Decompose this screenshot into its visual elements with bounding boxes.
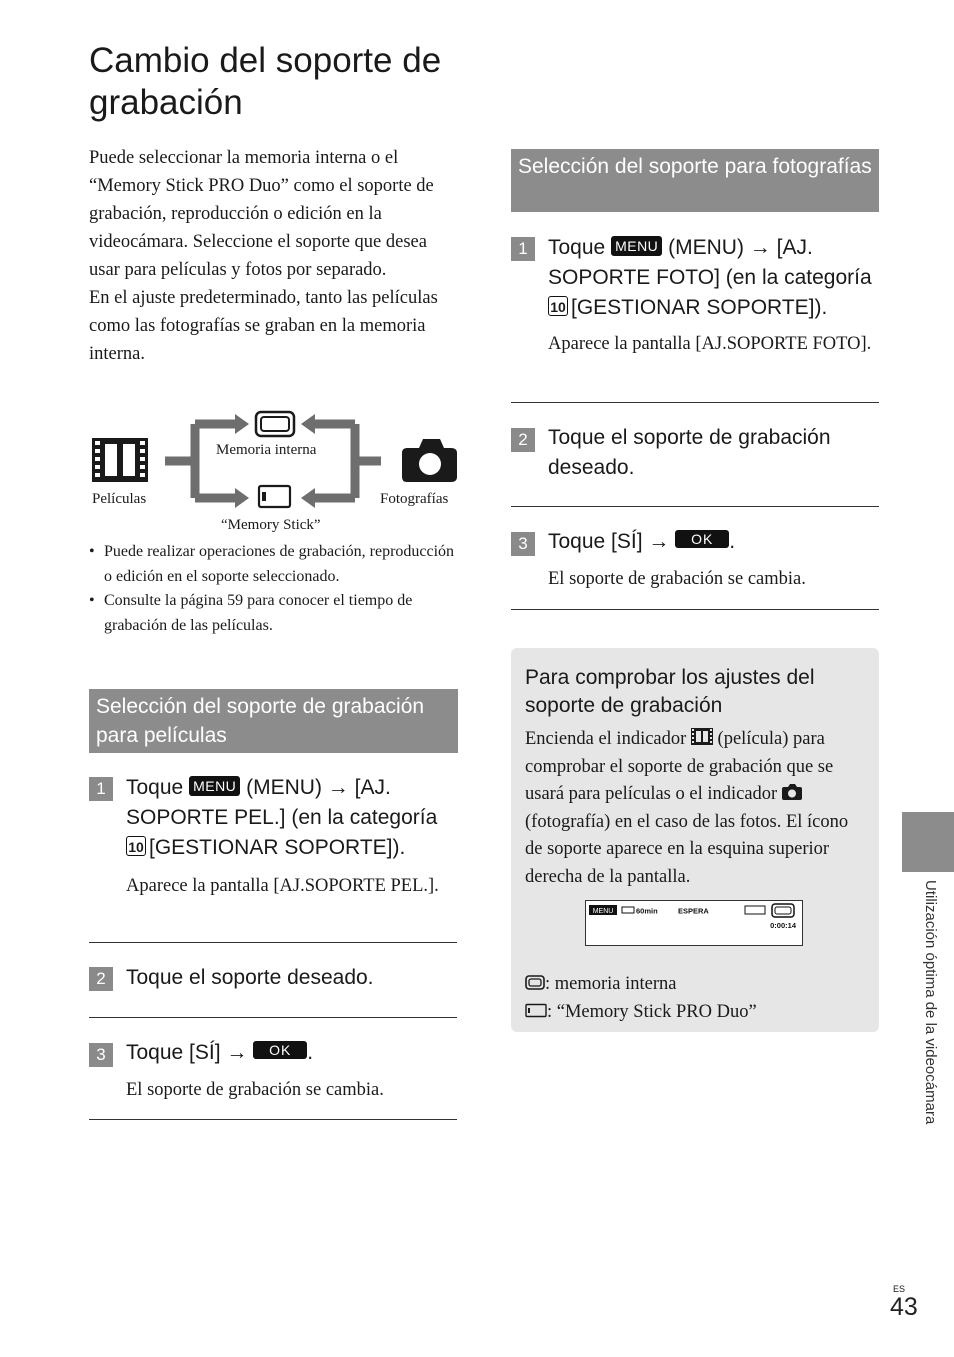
step-subtext: Aparece la pantalla [AJ.SOPORTE FOTO]. — [548, 334, 872, 354]
photos-step-2 — [511, 423, 879, 493]
language-code: ES — [893, 1284, 906, 1294]
lcd-screen-example — [585, 900, 803, 946]
divider — [511, 609, 879, 610]
step-text: Toque MENU (MENU) → [AJ. SOPORTE PEL.] (en la categoría 10 [GESTIONAR SOPORTE]). — [126, 776, 438, 859]
lcd-menu-label: MENU — [592, 908, 614, 915]
note-heading: Para comprobar los ajustes del soporte de grabación — [525, 666, 815, 717]
memory-stick-icon — [259, 486, 290, 507]
film-icon — [92, 438, 148, 482]
list-item: • Puede realizar operaciones de grabación, reproducción o edición en el soporte seleccionado. — [89, 540, 461, 589]
media-icon-legend — [525, 970, 865, 1026]
lcd-screen-graphic — [586, 901, 802, 945]
movies-step-2 — [89, 963, 457, 1003]
memory-stick-icon — [525, 1003, 547, 1018]
step-subtext: El soporte de grabación se cambia. — [548, 569, 806, 589]
note-body: Encienda el indicador (película) para comprobar el soporte de grabación que se usará para películas o el indicador (fotografía) en el caso de las fotos. El ícono de soporte aparece en la esquina superior derecha de la pantalla. — [525, 729, 849, 887]
manage-media-category-icon: 10 — [548, 296, 568, 316]
legend-memory-stick: : “Memory Stick PRO Duo” — [525, 998, 865, 1026]
lcd-status: ESPERA — [678, 906, 709, 916]
photos-step-1 — [511, 232, 879, 392]
internal-memory-icon — [525, 975, 545, 990]
lcd-counter: 0:00:14 — [770, 921, 796, 930]
left-arrows — [165, 424, 235, 498]
step-subtext: Aparece la pantalla [AJ.SOPORTE PEL.]. — [126, 876, 439, 896]
intro-paragraph-1: Puede seleccionar la memoria interna o el “Memory Stick PRO Duo” como el soporte de grabación, reproducción o edición en la videocámara. Seleccione el soporte que desea usar para películas y fotos por separado. — [89, 148, 434, 280]
legend-internal-memory: : memoria interna — [525, 970, 865, 998]
photos-step-3 — [511, 527, 879, 597]
photos-label: Fotografías — [380, 491, 449, 507]
ok-button-icon: OK — [253, 1041, 307, 1059]
camera-icon — [402, 439, 457, 482]
manage-media-category-icon: 10 — [126, 836, 146, 856]
divider — [89, 942, 457, 943]
media-check-note — [511, 648, 879, 1032]
step-number: 2 — [89, 967, 113, 991]
step-text: Toque el soporte de grabación deseado. — [548, 426, 831, 479]
divider — [511, 506, 879, 507]
right-arrows — [315, 424, 381, 498]
divider — [89, 1017, 457, 1018]
notes-list — [89, 540, 461, 638]
divider — [511, 402, 879, 403]
camera-icon — [782, 784, 802, 800]
internal-memory-label: Memoria interna — [216, 442, 317, 458]
page-number: 43 — [890, 1293, 918, 1321]
step-text: Toque [SÍ] → OK . — [548, 530, 736, 553]
media-diagram — [89, 408, 461, 540]
movies-step-1 — [89, 772, 457, 932]
chapter-title: Utilización óptima de la videocámara — [922, 880, 939, 1125]
step-text: Toque el soporte deseado. — [126, 966, 374, 989]
film-icon — [691, 728, 713, 745]
step-number: 1 — [89, 777, 113, 801]
chapter-tab — [902, 812, 954, 872]
divider — [89, 1119, 457, 1120]
photos-section-heading: Selección del soporte para fotografías — [511, 149, 879, 212]
intro-text — [89, 144, 461, 368]
step-subtext: El soporte de grabación se cambia. — [126, 1080, 384, 1100]
step-number: 3 — [89, 1043, 113, 1067]
movies-section-heading: Selección del soporte de grabación para películas — [89, 689, 458, 753]
page-title: Cambio del soporte de grabación — [89, 41, 442, 122]
movies-step-3 — [89, 1038, 457, 1108]
step-number: 1 — [511, 237, 535, 261]
menu-button-icon: MENU — [189, 776, 240, 796]
step-text: Toque MENU (MENU) → [AJ. SOPORTE FOTO] (en la categoría 10 [GESTIONAR SOPORTE]). — [548, 236, 872, 319]
step-number: 2 — [511, 428, 535, 452]
menu-button-icon: MENU — [611, 236, 662, 256]
movies-label: Películas — [92, 491, 147, 507]
internal-memory-icon — [256, 412, 294, 436]
step-text: Toque [SÍ] → OK . — [126, 1041, 314, 1064]
ok-button-icon: OK — [675, 530, 729, 548]
step-number: 3 — [511, 532, 535, 556]
list-item: • Consulte la página 59 para conocer el tiempo de grabación de las películas. — [89, 589, 461, 638]
lcd-time-left: 60min — [636, 906, 658, 916]
memory-stick-label: “Memory Stick” — [221, 517, 321, 533]
intro-paragraph-2: En el ajuste predeterminado, tanto las películas como las fotografías se graban en la memoria interna. — [89, 288, 438, 364]
